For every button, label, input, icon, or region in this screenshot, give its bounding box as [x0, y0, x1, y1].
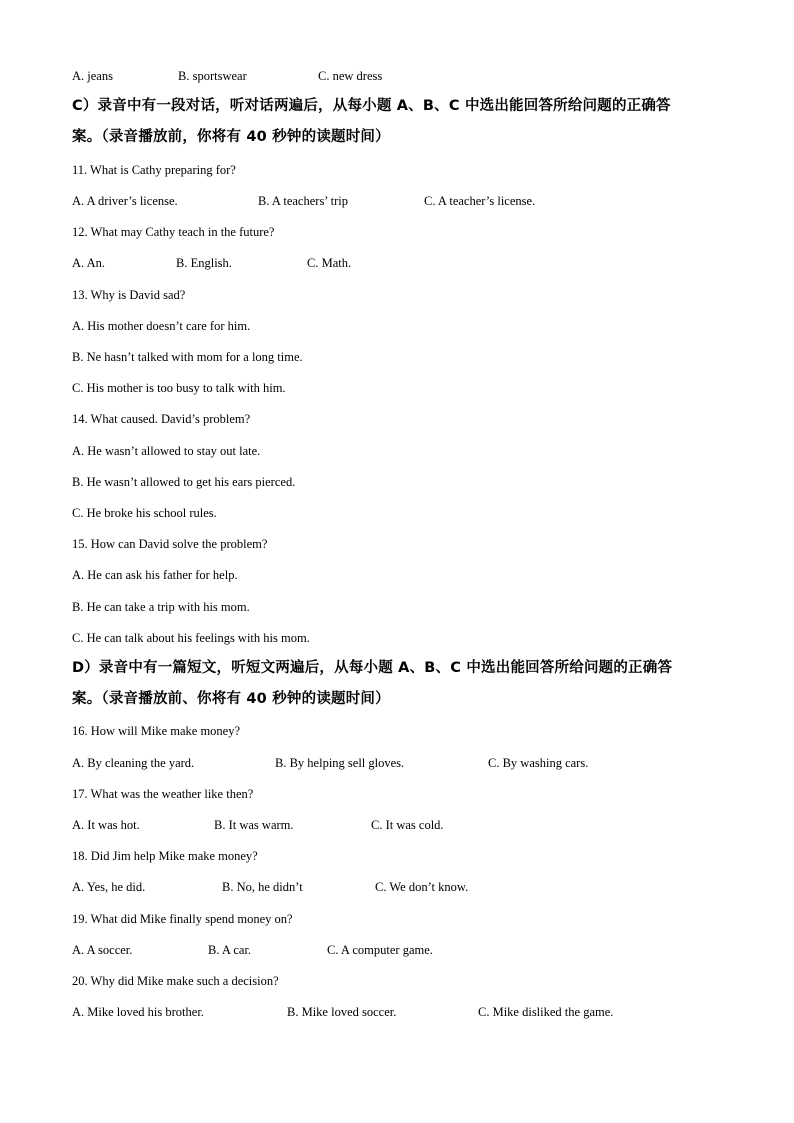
section-d-instructions-line2: 案。（录音播放前、你将有 40 秒钟的读题时间） [72, 691, 390, 707]
q14-option-c: C. He broke his school rules. [72, 506, 217, 520]
q15-option-a: A. He can ask his father for help. [72, 568, 238, 582]
q15-option-c: C. He can talk about his feelings with his mom. [72, 631, 310, 645]
q20-option-c: C. Mike disliked the game. [478, 1005, 614, 1019]
q16-option-a: A. By cleaning the yard. [72, 756, 195, 770]
q20-option-a: A. Mike loved his brother. [72, 1005, 204, 1019]
q15-question: 15. How can David solve the problem? [72, 537, 268, 551]
q17-option-a: A. It was hot. [72, 818, 140, 832]
section-c-instructions-line2: 案。（录音播放前，你将有 40 秒钟的读题时间） [72, 129, 390, 145]
q12-option-c: C. Math. [307, 256, 352, 270]
q14-option-a: A. He wasn’t allowed to stay out late. [72, 444, 261, 458]
q16-option-b: B. By helping sell gloves. [275, 756, 405, 770]
q17-option-c: C. It was cold. [371, 818, 444, 832]
q14-question: 14. What caused. David’s problem? [72, 412, 251, 426]
q11-option-b: B. A teachers’ trip [258, 194, 349, 208]
q11-question: 11. What is Cathy preparing for? [72, 163, 236, 177]
q14-option-b: B. He wasn’t allowed to get his ears pierced. [72, 475, 296, 489]
q18-question: 18. Did Jim help Mike make money? [72, 849, 258, 863]
q20-option-b: B. Mike loved soccer. [287, 1005, 397, 1019]
q16-option-c: C. By washing cars. [488, 756, 589, 770]
q17-option-b: B. It was warm. [214, 818, 294, 832]
q10-option-c: C. new dress [318, 69, 383, 83]
section-d-instructions-line1: D）录音中有一篇短文，听短文两遍后，从每小题 A、B、C 中选出能回答所给问题的正确答 [72, 660, 673, 676]
q12-option-a: A. An. [72, 256, 105, 270]
q13-option-c: C. His mother is too busy to talk with him. [72, 381, 286, 395]
q19-option-b: B. A car. [208, 943, 252, 957]
q19-option-a: A. A soccer. [72, 943, 133, 957]
q12-question: 12. What may Cathy teach in the future? [72, 225, 275, 239]
q11-option-c: C. A teacher’s license. [424, 194, 536, 208]
q18-option-a: A. Yes, he did. [72, 880, 146, 894]
section-c-instructions-line1: C）录音中有一段对话，听对话两遍后，从每小题 A、B、C 中选出能回答所给问题的正确答 [72, 98, 671, 114]
q13-question: 13. Why is David sad? [72, 288, 186, 302]
q19-question: 19. What did Mike finally spend money on? [72, 912, 293, 926]
q19-option-c: C. A computer game. [327, 943, 433, 957]
q20-question: 20. Why did Mike make such a decision? [72, 974, 279, 988]
q11-option-a: A. A driver’s license. [72, 194, 178, 208]
q10-option-b: B. sportswear [178, 69, 247, 83]
q13-option-b: B. Ne hasn’t talked with mom for a long time. [72, 350, 303, 364]
q15-option-b: B. He can take a trip with his mom. [72, 600, 250, 614]
q16-question: 16. How will Mike make money? [72, 724, 241, 738]
q17-question: 17. What was the weather like then? [72, 787, 254, 801]
q10-option-a: A. jeans [72, 69, 113, 83]
q13-option-a: A. His mother doesn’t care for him. [72, 319, 251, 333]
q18-option-c: C. We don’t know. [375, 880, 469, 894]
q12-option-b: B. English. [176, 256, 232, 270]
q18-option-b: B. No, he didn’t [222, 880, 303, 894]
